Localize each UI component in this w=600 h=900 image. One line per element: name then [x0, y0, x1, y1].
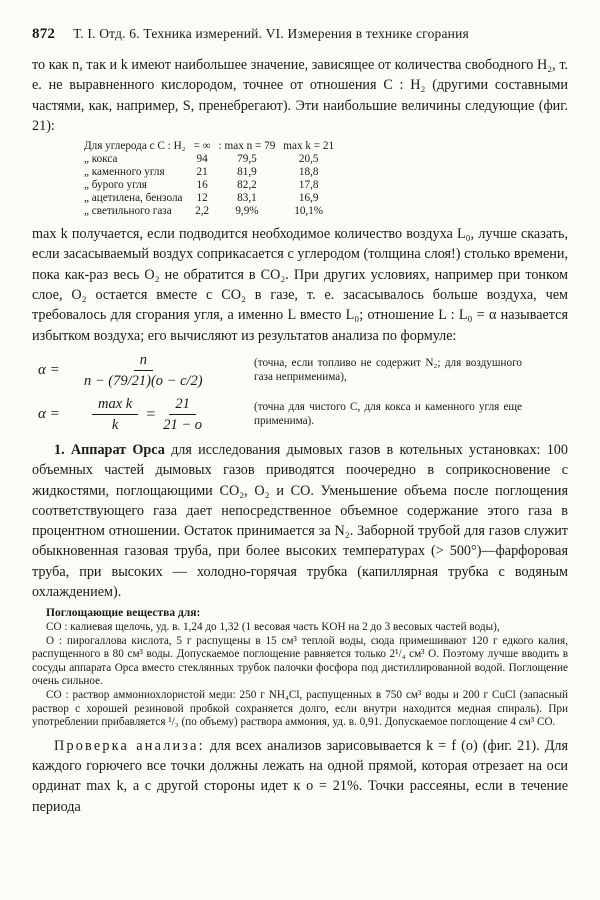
verification-paragraph [32, 736, 568, 817]
row-ratio: 21 [196, 166, 208, 179]
running-title: Т. I. Отд. 6. Техника измерений. VI. Измерения в технике сгорания [73, 26, 469, 41]
running-header [32, 26, 568, 43]
formula-2-denominator: k [111, 416, 119, 433]
section-orsat-text: для исследования дымовых газов в котельных установках: 100 объемных частей дымовых газов приводятся поочередно в соприкосновение с жидкостями, поглощающими CO₂, O₂ и CO. Уменьшение объема после поглощения соответствующего газа дает непосредственное объемное содержание этого газа в процентном отношении. Остаток принимается за N₂. Заборной трубой для газов служит обыкновенная газовая труба, при более высоких температурах (> 500°)—фарфоровая труба, при высоких — холодно-горячая трубка (капиллярная трубка с водяным охлаждением). [32, 441, 568, 601]
formula-1-note: (точна, если топливо не содержит N₂; для воздушного газа неприменима), [254, 357, 522, 383]
table-row [80, 192, 338, 205]
section-orsat [32, 440, 568, 602]
formula-1-numerator: n [134, 352, 153, 371]
table-row [80, 153, 338, 166]
table-row [80, 179, 338, 192]
row-n: 82,2 [237, 179, 257, 192]
row-k: 16,9 [298, 192, 319, 205]
page [32, 26, 568, 817]
row-n: 81,9 [237, 166, 257, 179]
formula-2-numerator: max k [92, 396, 138, 415]
row-k: 10,1% [294, 205, 324, 218]
row-label: Для углерода с C : H₂ [84, 140, 186, 153]
formula-excess-air-2 [32, 396, 568, 434]
absorber-item: CO : калиевая щелочь, уд. в. 1,24 до 1,32 (1 весовая часть KOH на 2 до 3 весовых частей воды), [46, 620, 500, 633]
row-k: 20,5 [298, 153, 319, 166]
coefficients-table [80, 140, 338, 218]
absorbers-block [32, 607, 568, 729]
formula-2-fraction-b [163, 396, 202, 434]
page-number: 872 [32, 26, 56, 42]
formula-2-lhs: α = [38, 406, 60, 423]
formula-excess-air-1 [32, 352, 568, 390]
formula-2-equals: = [146, 405, 156, 423]
row-k: max k = 21 [283, 140, 335, 153]
row-ratio: 94 [196, 153, 208, 166]
formula-1-fraction [84, 352, 203, 390]
row-n: 83,1 [237, 192, 257, 205]
row-label: „ кокса [84, 153, 118, 166]
row-n: 79,5 [237, 153, 257, 166]
row-ratio: 12 [196, 192, 208, 205]
row-label: „ каменного угля [84, 166, 165, 179]
absorber-item: O : пирогаллова кислота, 5 г распущены в 15 см³ теплой воды, сюда примешивают 120 г едкого калия, распущенного в 80 см³ воды. Допускаемое поглощение равняется только 2¹/₄ см³ O. Поэтому лучше вводить в сосуды аппарата Орса вместо стеклянных трубок палочки фосфора под дистиллированной водой. Поглощение очень сильное. [32, 634, 568, 688]
verification-title: Проверка анализа: [54, 737, 205, 754]
row-label: „ бурого угля [84, 179, 147, 192]
table-row [80, 205, 338, 218]
row-k: 18,8 [298, 166, 319, 179]
table-row [80, 166, 338, 179]
row-n: 9,9% [235, 205, 259, 218]
formula-2-note: (точна для чистого C, для кокса и каменного угля еще применима). [254, 401, 522, 427]
section-orsat-title: 1. Аппарат Орса [54, 441, 165, 458]
row-k: 17,8 [298, 179, 319, 192]
table-row [80, 140, 338, 153]
formula-2-denominator-2: 21 − o [163, 416, 203, 433]
formula-1-lhs: α = [38, 362, 60, 379]
paragraph-1: то как n, так и k имеют наибольшее значение, зависящее от количества свободного H₂, т. е. не выравненного кислородом, точнее от отношения C : H₂ (другими составными частями, как, например, S, пренебрегают). Эти наибольшие величины следующие (фиг. 21): [32, 57, 568, 134]
row-ratio: 16 [196, 179, 208, 192]
row-ratio: 2,2 [195, 205, 210, 218]
row-n: : max n = 79 [218, 140, 276, 153]
row-label: „ ацетилена, бензола [84, 192, 183, 205]
absorber-item: CO : раствор аммониохлористой меди: 250 г NH₄Cl, распущенных в 750 см³ воды и 200 г CuCl (запасный раствор с хорошей резиновой пробкой сохраняется долго, если внутри находится медная спираль). При употреблении прибавляется ¹/₃ (по объему) раствора аммония, уд. в. 0,91. Допускаемое поглощение 4 см³ CO. [32, 688, 568, 729]
formula-1-denominator: n − (79/21)(o − c/2) [84, 372, 203, 389]
formula-2-numerator-2: 21 [169, 396, 196, 415]
row-label: „ светильного газа [84, 205, 172, 218]
absorbers-heading: Поглощающие вещества для: [46, 607, 201, 620]
verification-text: для всех анализов зарисовывается k = f (o) (фиг. 21). Для каждого горючего все точки должны лежать на одной прямой, которая отрезает на оси ординат max k, а с другой стороны идет к o = 21%. Точки рассеяны, если в течение периода [32, 737, 568, 815]
row-ratio: = ∞ [193, 140, 211, 153]
formula-2-fraction-a [92, 396, 138, 434]
paragraph-2: max k получается, если подводится необходимое количество воздуха L₀, лучше сказать, если засасываемый воздух соприкасается с углеродом (толщина слоя!) столько времени, пока как-раз весь O₂ не обратится в CO₂. При других условиях, например при тонком слое, O₂ остается вместе с CO₂ в газе, т. е. засасывалось больше воздуха, чем требовалось для сгорания угля, а именно L вместо L₀; отношение L : L₀ = α называется избытком воздуха; его вычисляют из результатов анализа по формуле: [32, 226, 568, 344]
